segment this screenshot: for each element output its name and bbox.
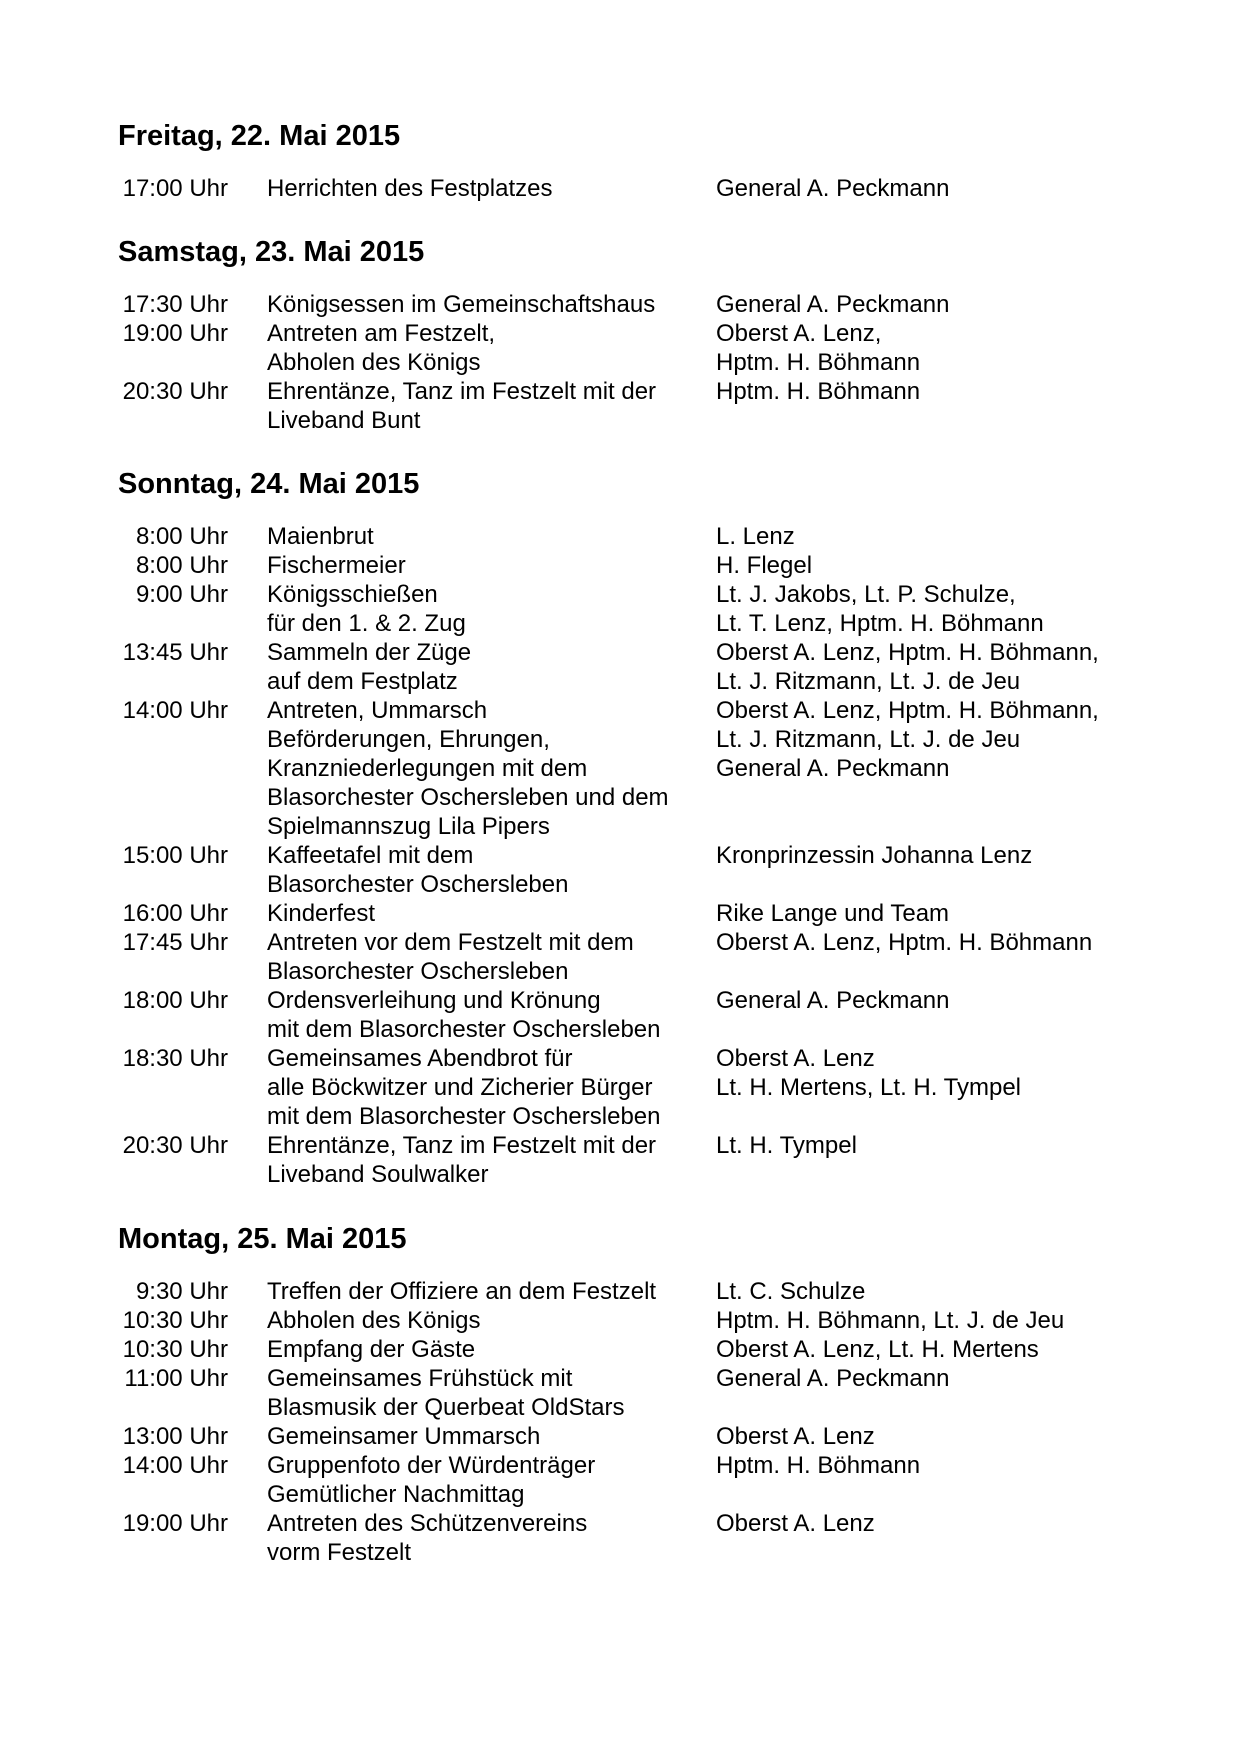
event-time: 16:00 Uhr xyxy=(122,900,228,927)
event-responsible xyxy=(716,1277,865,1306)
event-description xyxy=(267,1509,587,1567)
responsible-line: Hptm. H. Böhmann xyxy=(716,349,921,376)
description-line: Antreten am Festzelt, xyxy=(267,320,496,347)
event-time: 13:00 Uhr xyxy=(122,1423,228,1450)
event-description xyxy=(267,1277,656,1306)
event-responsible xyxy=(716,522,795,551)
description-line: Empfang der Gäste xyxy=(267,1336,476,1363)
event-description xyxy=(267,580,466,638)
description-line: Gruppenfoto der Würdenträger xyxy=(267,1452,596,1479)
description-line: Königsschießen xyxy=(267,581,438,608)
description-line: Sammeln der Züge xyxy=(267,639,472,666)
event-time: 18:30 Uhr xyxy=(122,1045,228,1072)
responsible-line: Lt. H. Tympel xyxy=(716,1132,857,1159)
description-line: Blasorchester Oschersleben xyxy=(267,871,569,898)
event-description xyxy=(267,696,669,841)
responsible-line: Lt. T. Lenz, Hptm. H. Böhmann xyxy=(716,610,1044,637)
event-responsible xyxy=(716,1306,1064,1335)
event-description xyxy=(267,319,495,377)
event-responsible xyxy=(716,1422,875,1451)
responsible-line: Oberst A. Lenz, Hptm. H. Böhmann, xyxy=(716,639,1099,666)
description-line: Maienbrut xyxy=(267,523,374,550)
event-time: 8:00 Uhr xyxy=(135,523,228,550)
responsible-line: Oberst A. Lenz, Hptm. H. Böhmann xyxy=(716,929,1093,956)
event-time: 15:00 Uhr xyxy=(122,842,228,869)
description-line: Beförderungen, Ehrungen, xyxy=(267,726,550,753)
event-description xyxy=(267,1306,481,1335)
event-description xyxy=(267,841,568,899)
responsible-line: H. Flegel xyxy=(716,552,813,579)
event-time: 17:00 Uhr xyxy=(122,175,228,202)
event-description xyxy=(267,551,406,580)
responsible-line: L. Lenz xyxy=(716,523,795,550)
description-line: Herrichten des Festplatzes xyxy=(267,175,553,202)
event-responsible xyxy=(716,1509,875,1538)
event-time: 9:30 Uhr xyxy=(135,1278,228,1305)
event-time: 9:00 Uhr xyxy=(135,581,228,608)
event-responsible xyxy=(716,551,812,580)
event-responsible xyxy=(716,841,1032,870)
event-description xyxy=(267,899,375,928)
description-line: Antreten vor dem Festzelt mit dem xyxy=(267,929,634,956)
day-title: Freitag, 22. Mai 2015 xyxy=(118,120,401,152)
responsible-line: General A. Peckmann xyxy=(716,1365,950,1392)
responsible-line: Rike Lange und Team xyxy=(716,900,950,927)
event-time: 19:00 Uhr xyxy=(122,1510,228,1537)
description-line: Antreten des Schützenvereins xyxy=(267,1510,588,1537)
event-responsible xyxy=(716,696,1099,783)
event-time: 8:00 Uhr xyxy=(135,552,228,579)
event-description xyxy=(267,290,655,319)
responsible-line: Oberst A. Lenz xyxy=(716,1045,875,1072)
responsible-line: Lt. J. Ritzmann, Lt. J. de Jeu xyxy=(716,668,1021,695)
description-line: Fischermeier xyxy=(267,552,406,579)
event-description xyxy=(267,1364,624,1422)
event-description xyxy=(267,1451,595,1509)
event-responsible xyxy=(716,290,949,319)
event-time: 20:30 Uhr xyxy=(122,378,228,405)
event-time: 14:00 Uhr xyxy=(122,697,228,724)
responsible-line: Lt. J. Ritzmann, Lt. J. de Jeu xyxy=(716,726,1021,753)
day-title: Sonntag, 24. Mai 2015 xyxy=(118,468,420,500)
description-line: Kinderfest xyxy=(267,900,376,927)
event-time: 13:45 Uhr xyxy=(122,639,228,666)
event-responsible xyxy=(716,1131,857,1160)
responsible-line: Hptm. H. Böhmann xyxy=(716,378,921,405)
responsible-line: Oberst A. Lenz, xyxy=(716,320,882,347)
responsible-line: Kronprinzessin Johanna Lenz xyxy=(716,842,1033,869)
description-line: Liveband Soulwalker xyxy=(267,1161,489,1188)
responsible-line: Lt. C. Schulze xyxy=(716,1278,866,1305)
description-line: Gemeinsames Frühstück mit xyxy=(267,1365,573,1392)
event-responsible xyxy=(716,1451,920,1480)
event-time: 18:00 Uhr xyxy=(122,987,228,1014)
description-line: Blasorchester Oschersleben und dem xyxy=(267,784,669,811)
description-line: Ordensverleihung und Krönung xyxy=(267,987,601,1014)
event-responsible xyxy=(716,1044,1021,1102)
description-line: Gemeinsamer Ummarsch xyxy=(267,1423,541,1450)
event-responsible xyxy=(716,1364,949,1393)
day-title: Samstag, 23. Mai 2015 xyxy=(118,236,425,268)
responsible-line: Hptm. H. Böhmann, Lt. J. de Jeu xyxy=(716,1307,1065,1334)
responsible-line: General A. Peckmann xyxy=(716,987,950,1014)
event-description xyxy=(267,174,552,203)
event-time: 10:30 Uhr xyxy=(122,1336,228,1363)
description-line: Ehrentänze, Tanz im Festzelt mit der xyxy=(267,1132,657,1159)
event-description xyxy=(267,1335,475,1364)
description-line: Gemeinsames Abendbrot für xyxy=(267,1045,573,1072)
description-line: mit dem Blasorchester Oschersleben xyxy=(267,1103,661,1130)
description-line: alle Böckwitzer und Zicherier Bürger xyxy=(267,1074,653,1101)
event-time: 11:00 Uhr xyxy=(124,1365,228,1392)
responsible-line: Lt. H. Mertens, Lt. H. Tympel xyxy=(716,1074,1021,1101)
event-description xyxy=(267,1044,661,1131)
description-line: Blasmusik der Querbeat OldStars xyxy=(267,1394,625,1421)
event-responsible xyxy=(716,377,920,406)
event-description xyxy=(267,1131,656,1189)
responsible-line: Oberst A. Lenz, Hptm. H. Böhmann, xyxy=(716,697,1099,724)
event-responsible xyxy=(716,580,1044,638)
description-line: Spielmannszug Lila Pipers xyxy=(267,813,550,840)
responsible-line: Lt. J. Jakobs, Lt. P. Schulze, xyxy=(716,581,1016,608)
responsible-line: Oberst A. Lenz xyxy=(716,1510,875,1537)
responsible-line: General A. Peckmann xyxy=(716,291,950,318)
event-responsible xyxy=(716,1335,1039,1364)
event-description xyxy=(267,928,634,986)
event-responsible xyxy=(716,319,920,377)
event-description xyxy=(267,377,656,435)
description-line: Antreten, Ummarsch xyxy=(267,697,488,724)
responsible-line: Oberst A. Lenz, Lt. H. Mertens xyxy=(716,1336,1039,1363)
description-line: für den 1. & 2. Zug xyxy=(267,610,466,637)
responsible-line: Hptm. H. Böhmann xyxy=(716,1452,921,1479)
description-line: Kranzniederlegungen mit dem xyxy=(267,755,588,782)
event-description xyxy=(267,986,661,1044)
responsible-line: General A. Peckmann xyxy=(716,175,950,202)
description-line: Abholen des Königs xyxy=(267,1307,481,1334)
description-line: Königsessen im Gemeinschaftshaus xyxy=(267,291,656,318)
event-time: 20:30 Uhr xyxy=(122,1132,228,1159)
description-line: Treffen der Offiziere an dem Festzelt xyxy=(267,1278,657,1305)
event-responsible xyxy=(716,928,1092,957)
description-line: Abholen des Königs xyxy=(267,349,481,376)
description-line: Ehrentänze, Tanz im Festzelt mit der xyxy=(267,378,657,405)
event-responsible xyxy=(716,899,949,928)
day-title: Montag, 25. Mai 2015 xyxy=(118,1223,407,1255)
event-responsible xyxy=(716,638,1099,696)
event-description xyxy=(267,522,374,551)
event-time: 10:30 Uhr xyxy=(122,1307,228,1334)
description-line: auf dem Festplatz xyxy=(267,668,458,695)
event-description xyxy=(267,1422,540,1451)
description-line: vorm Festzelt xyxy=(267,1539,412,1566)
description-line: Liveband Bunt xyxy=(267,407,421,434)
description-line: Kaffeetafel mit dem xyxy=(267,842,474,869)
event-description xyxy=(267,638,471,696)
event-responsible xyxy=(716,986,949,1015)
description-line: Gemütlicher Nachmittag xyxy=(267,1481,525,1508)
event-time: 19:00 Uhr xyxy=(122,320,228,347)
event-time: 17:45 Uhr xyxy=(122,929,228,956)
event-responsible xyxy=(716,174,949,203)
responsible-line: Oberst A. Lenz xyxy=(716,1423,875,1450)
event-time: 17:30 Uhr xyxy=(122,291,228,318)
description-line: mit dem Blasorchester Oschersleben xyxy=(267,1016,661,1043)
responsible-line: General A. Peckmann xyxy=(716,755,950,782)
event-time: 14:00 Uhr xyxy=(122,1452,228,1479)
description-line: Blasorchester Oschersleben xyxy=(267,958,569,985)
